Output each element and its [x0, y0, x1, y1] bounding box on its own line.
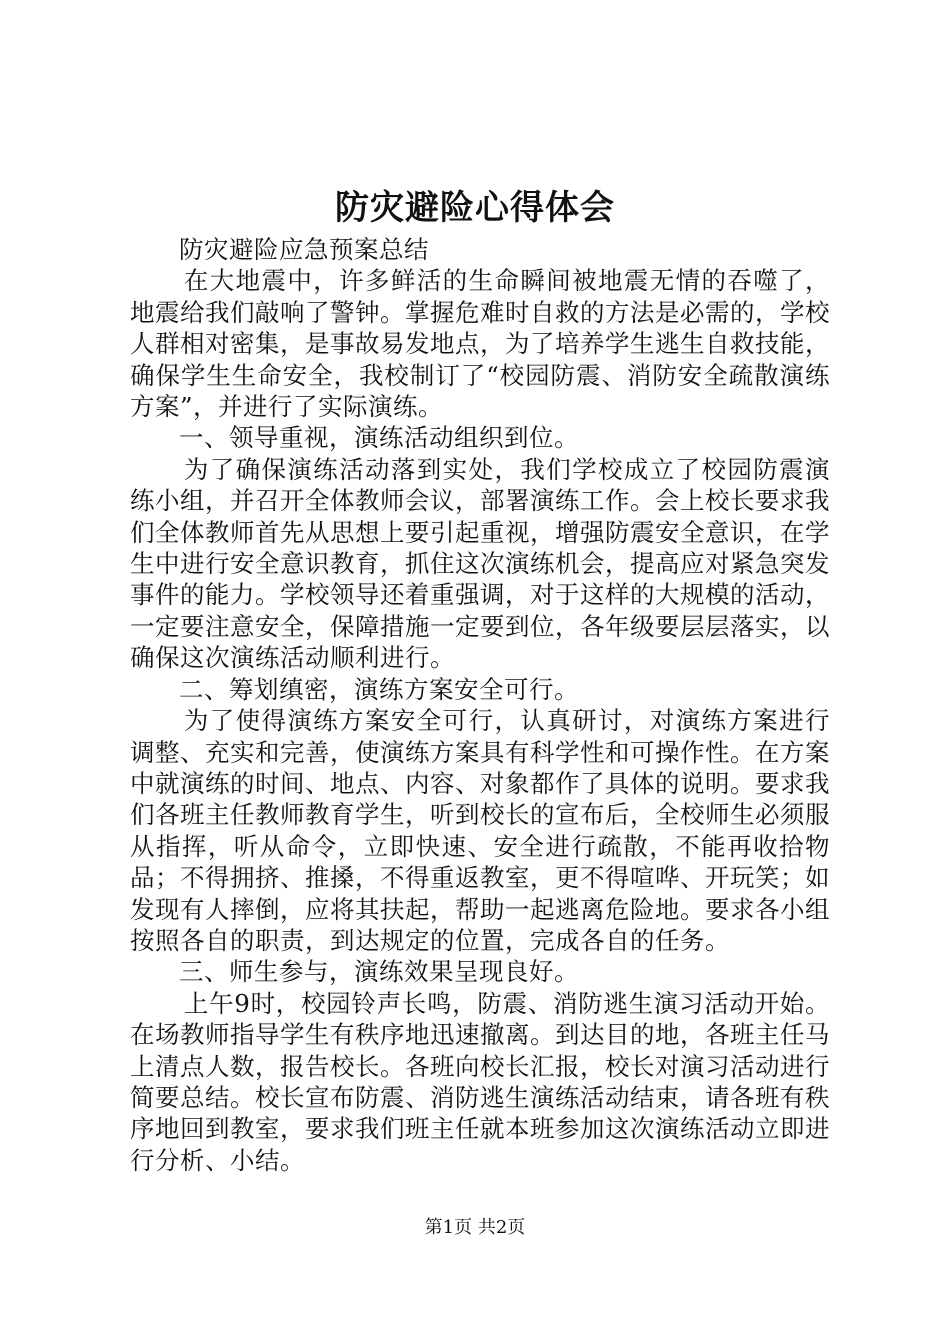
document-title: 防灾避险心得体会 — [335, 188, 615, 228]
paragraph-subtitle: 防灾避险应急预案总结 — [179, 235, 429, 264]
section-heading-3: 三、师生参与，演练效果呈现良好。 — [179, 957, 579, 987]
paragraph-intro: 在大地震中，许多鲜活的生命瞬间被地震无情的吞噬了，地震给我们敲响了警钟。掌握危难时自救的方法是必需的，学校人群相对密集，是事故易发地点，为了培养学生逃生自救技能，确保学生生命安全，我校制订了“校园防震、消防安全疏散演练方案”，并进行了实际演练。 — [130, 266, 830, 422]
page-footer: 第1页 共2页 — [424, 1217, 526, 1238]
section-heading-2: 二、筹划缜密，演练方案安全可行。 — [179, 674, 579, 704]
section-heading-1: 一、领导重视，演练活动组织到位。 — [179, 423, 579, 453]
document-body — [130, 234, 830, 1176]
paragraph-section-2: 为了使得演练方案安全可行，认真研讨，对演练方案进行调整、充实和完善，使演练方案具有科学性和可操作性。在方案中就演练的时间、地点、内容、对象都作了具体的说明。要求我们各班主任教师教育学生，听到校长的宣布后，全校师生必须服从指挥，听从命令，立即快速、安全进行疏散，不能再收拾物品；不得拥挤、推搡，不得重返教室，更不得喧哗、开玩笑；如发现有人摔倒，应将其扶起，帮助一起逃离危险地。要求各小组按照各自的职责，到达规定的位置，完成各自的任务。 — [130, 706, 830, 955]
paragraph-section-1: 为了确保演练活动落到实处，我们学校成立了校园防震演练小组，并召开全体教师会议，部署演练工作。会上校长要求我们全体教师首先从思想上要引起重视，增强防震安全意识，在学生中进行安全意识教育，抓住这次演练机会，提高应对紧急突发事件的能力。学校领导还着重强调，对于这样的大规模的活动，一定要注意安全，保障措施一定要到位，各年级要层层落实，以确保这次演练活动顺利进行。 — [130, 454, 830, 673]
paragraph-section-3: 上午9时，校园铃声长鸣，防震、消防逃生演习活动开始。在场教师指导学生有秩序地迅速撤离。到达目的地，各班主任马上清点人数，报告校长。各班向校长汇报，校长对演习活动进行简要总结。校长宣布防震、消防逃生演练活动结束，请各班有秩序地回到教室，要求我们班主任就本班参加这次演练活动立即进行分析、小结。 — [130, 988, 830, 1175]
